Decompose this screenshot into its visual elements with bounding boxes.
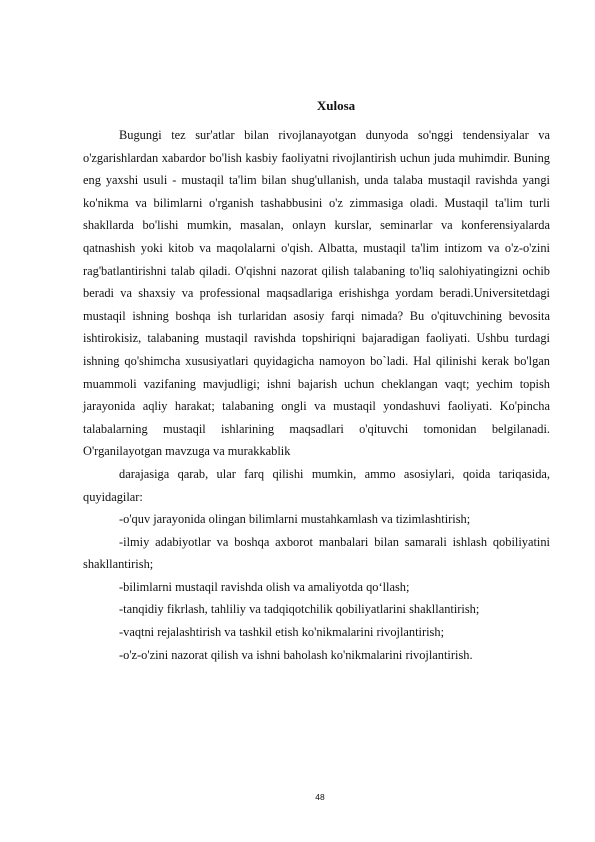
section-title: Xulosa xyxy=(316,98,356,113)
list-item: -bilimlarni mustaqil ravishda olish va amaliyotda qo‘llash; xyxy=(119,579,410,594)
page-number: 48 xyxy=(315,792,325,802)
paragraph-continuation: darajasiga qarab, ular farq qilishi mumkin, ammo asosiylari, qoida tariqasida, quyidagilar: xyxy=(83,466,550,504)
list-item: -tanqidiy fikrlash, tahliliy va tadqiqotchilik qobiliyatlarini shakllantirish; xyxy=(119,602,480,617)
paragraph-intro: Bugungi tez sur'atlar bilan rivojlanayotgan dunyoda so'nggi tendensiyalar va o'zgarishlardan xabardor bo'lish kasbiy faoliyatni rivojlantirish uchun juda muhimdir. Buning eng yaxshi usuli - mustaqil ta'lim bilan shug'ullanish, unda talaba mustaqil ravishda yangi ko'nikma va bilimlarni o'rganish tashabbusini o'z zimmasiga oladi. Mustaqil ta'lim turli shakllarda bo'lishi mumkin, masalan, onlayn kurslar, seminarlar va konferensiyalarda qatnashish yoki kitob va maqolalarni o'qish. Albatta, mustaqil ta'lim intizom va o'z-o'zini rag'batlantirishni talab qiladi. O'qishni nazorat qilish talabaning to'liq salohiyatingizni ochib beradi va shaxsiy va professional maqsadlariga erishishga yordam beradi.Universitetdagi mustaqil ishning boshqa ish turlaridan asosiy farqi nimada? Bu o'qituvchining bevosita ishtirokisiz, talabaning mustaqil ravishda topshiriqni bajaradigan faoliyati. Ushbu turdagi ishning qo'shimcha xususiyatlari quyidagicha namoyon bo`ladi. Hal qilinishi kerak bo'lgan muammoli vazifaning mavjudligi; ishni bajarish uchun cheklangan vaqt; yechim topish jarayonida aqliy harakat; talabaning ongli va mustaqil yondashuvi faoliyati. Ko'pincha talabalarning mustaqil ishlarining maqsadlari o'qituvchi tomonidan belgilanadi. O'rganilayotgan mavzuga va murakkablik xyxy=(83,128,550,459)
list-item: -vaqtni rejalashtirish va tashkil etish ko'nikmalarini rivojlantirish; xyxy=(119,625,445,640)
list-item: -ilmiy adabiyotlar va boshqa axborot manbalari bilan samarali ishlash qobiliyatini shakllantirish; xyxy=(83,534,550,572)
list-item: -o'quv jarayonida olingan bilimlarni mustahkamlash va tizimlashtirish; xyxy=(119,512,471,527)
body-text xyxy=(83,124,550,666)
list-item: -o'z-o'zini nazorat qilish va ishni baholash ko'nikmalarini rivojlantirish. xyxy=(119,647,473,662)
